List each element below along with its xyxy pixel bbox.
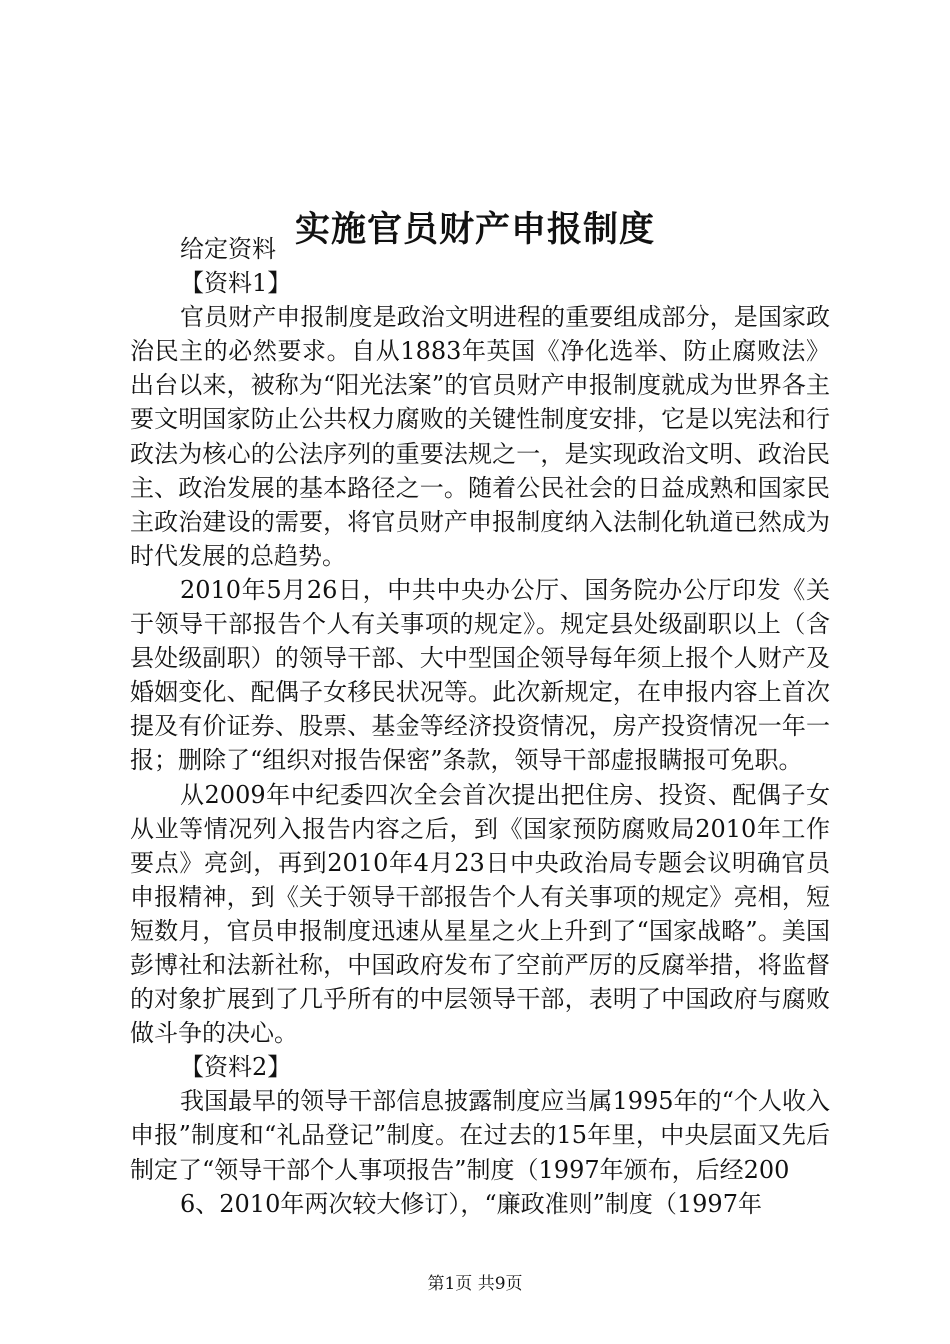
material-1-label: 【资料1】 bbox=[180, 269, 292, 298]
material-2-label: 【资料2】 bbox=[180, 1053, 292, 1082]
paragraph: 6、2010年两次较大修订），“廉政准则”制度（1997年 bbox=[180, 1189, 762, 1218]
page-footer: 第1页 共9页 bbox=[427, 1274, 523, 1294]
paragraph: 从2009年中纪委四次全会首次提出把住房、投资、配偶子女从业等情况列入报告内容之后，到《国家预防腐败局2010年工作要点》亮剑，再到2010年4月23日中央政治局专题会议明确官员申报精神，到《关于领导干部报告个人有关事项的规定》亮相，短短数月，官员申报制度迅速从星星之火上升到了“国家战略”。美国彭博社和法新社称，中国政府发布了空前严厉的反腐举措，将监督的对象扩展到了几乎所有的中层领导干部，表明了中国政府与腐败做斗争的决心。 bbox=[130, 780, 830, 1048]
section-heading: 给定资料 bbox=[180, 235, 276, 263]
paragraph: 官员财产申报制度是政治文明进程的重要组成部分，是国家政治民主的必然要求。自从1883年英国《净化选举、防止腐败法》出台以来，被称为“阳光法案”的官员财产申报制度就成为世界各主要文明国家防止公共权力腐败的关键性制度安排，它是以宪法和行政法为核心的公法序列的重要法规之一，是实现政治文明、政治民主、政治发展的基本路径之一。随着公民社会的日益成熟和国家民主政治建设的需要，将官员财产申报制度纳入法制化轨道已然成为时代发展的总趋势。 bbox=[130, 303, 830, 570]
paragraph: 2010年5月26日，中共中央办公厅、国务院办公厅印发《关于领导干部报告个人有关事项的规定》。规定县处级副职以上（含县处级副职）的领导干部、大中型国企领导每年须上报个人财产及婚姻变化、配偶子女移民状况等。此次新规定，在申报内容上首次提及有价证券、股票、基金等经济投资情况，房产投资情况一年一报；删除了“组织对报告保密”条款，领导干部虚报瞒报可免职。 bbox=[130, 575, 830, 775]
document-body bbox=[130, 232, 830, 1221]
document-title: 实施官员财产申报制度 bbox=[294, 210, 655, 251]
paragraph: 我国最早的领导干部信息披露制度应当属1995年的“个人收入申报”制度和“礼品登记”制度。在过去的15年里，中央层面又先后制定了“领导干部个人事项报告”制度（1997年颁布，后经200 bbox=[130, 1087, 830, 1184]
